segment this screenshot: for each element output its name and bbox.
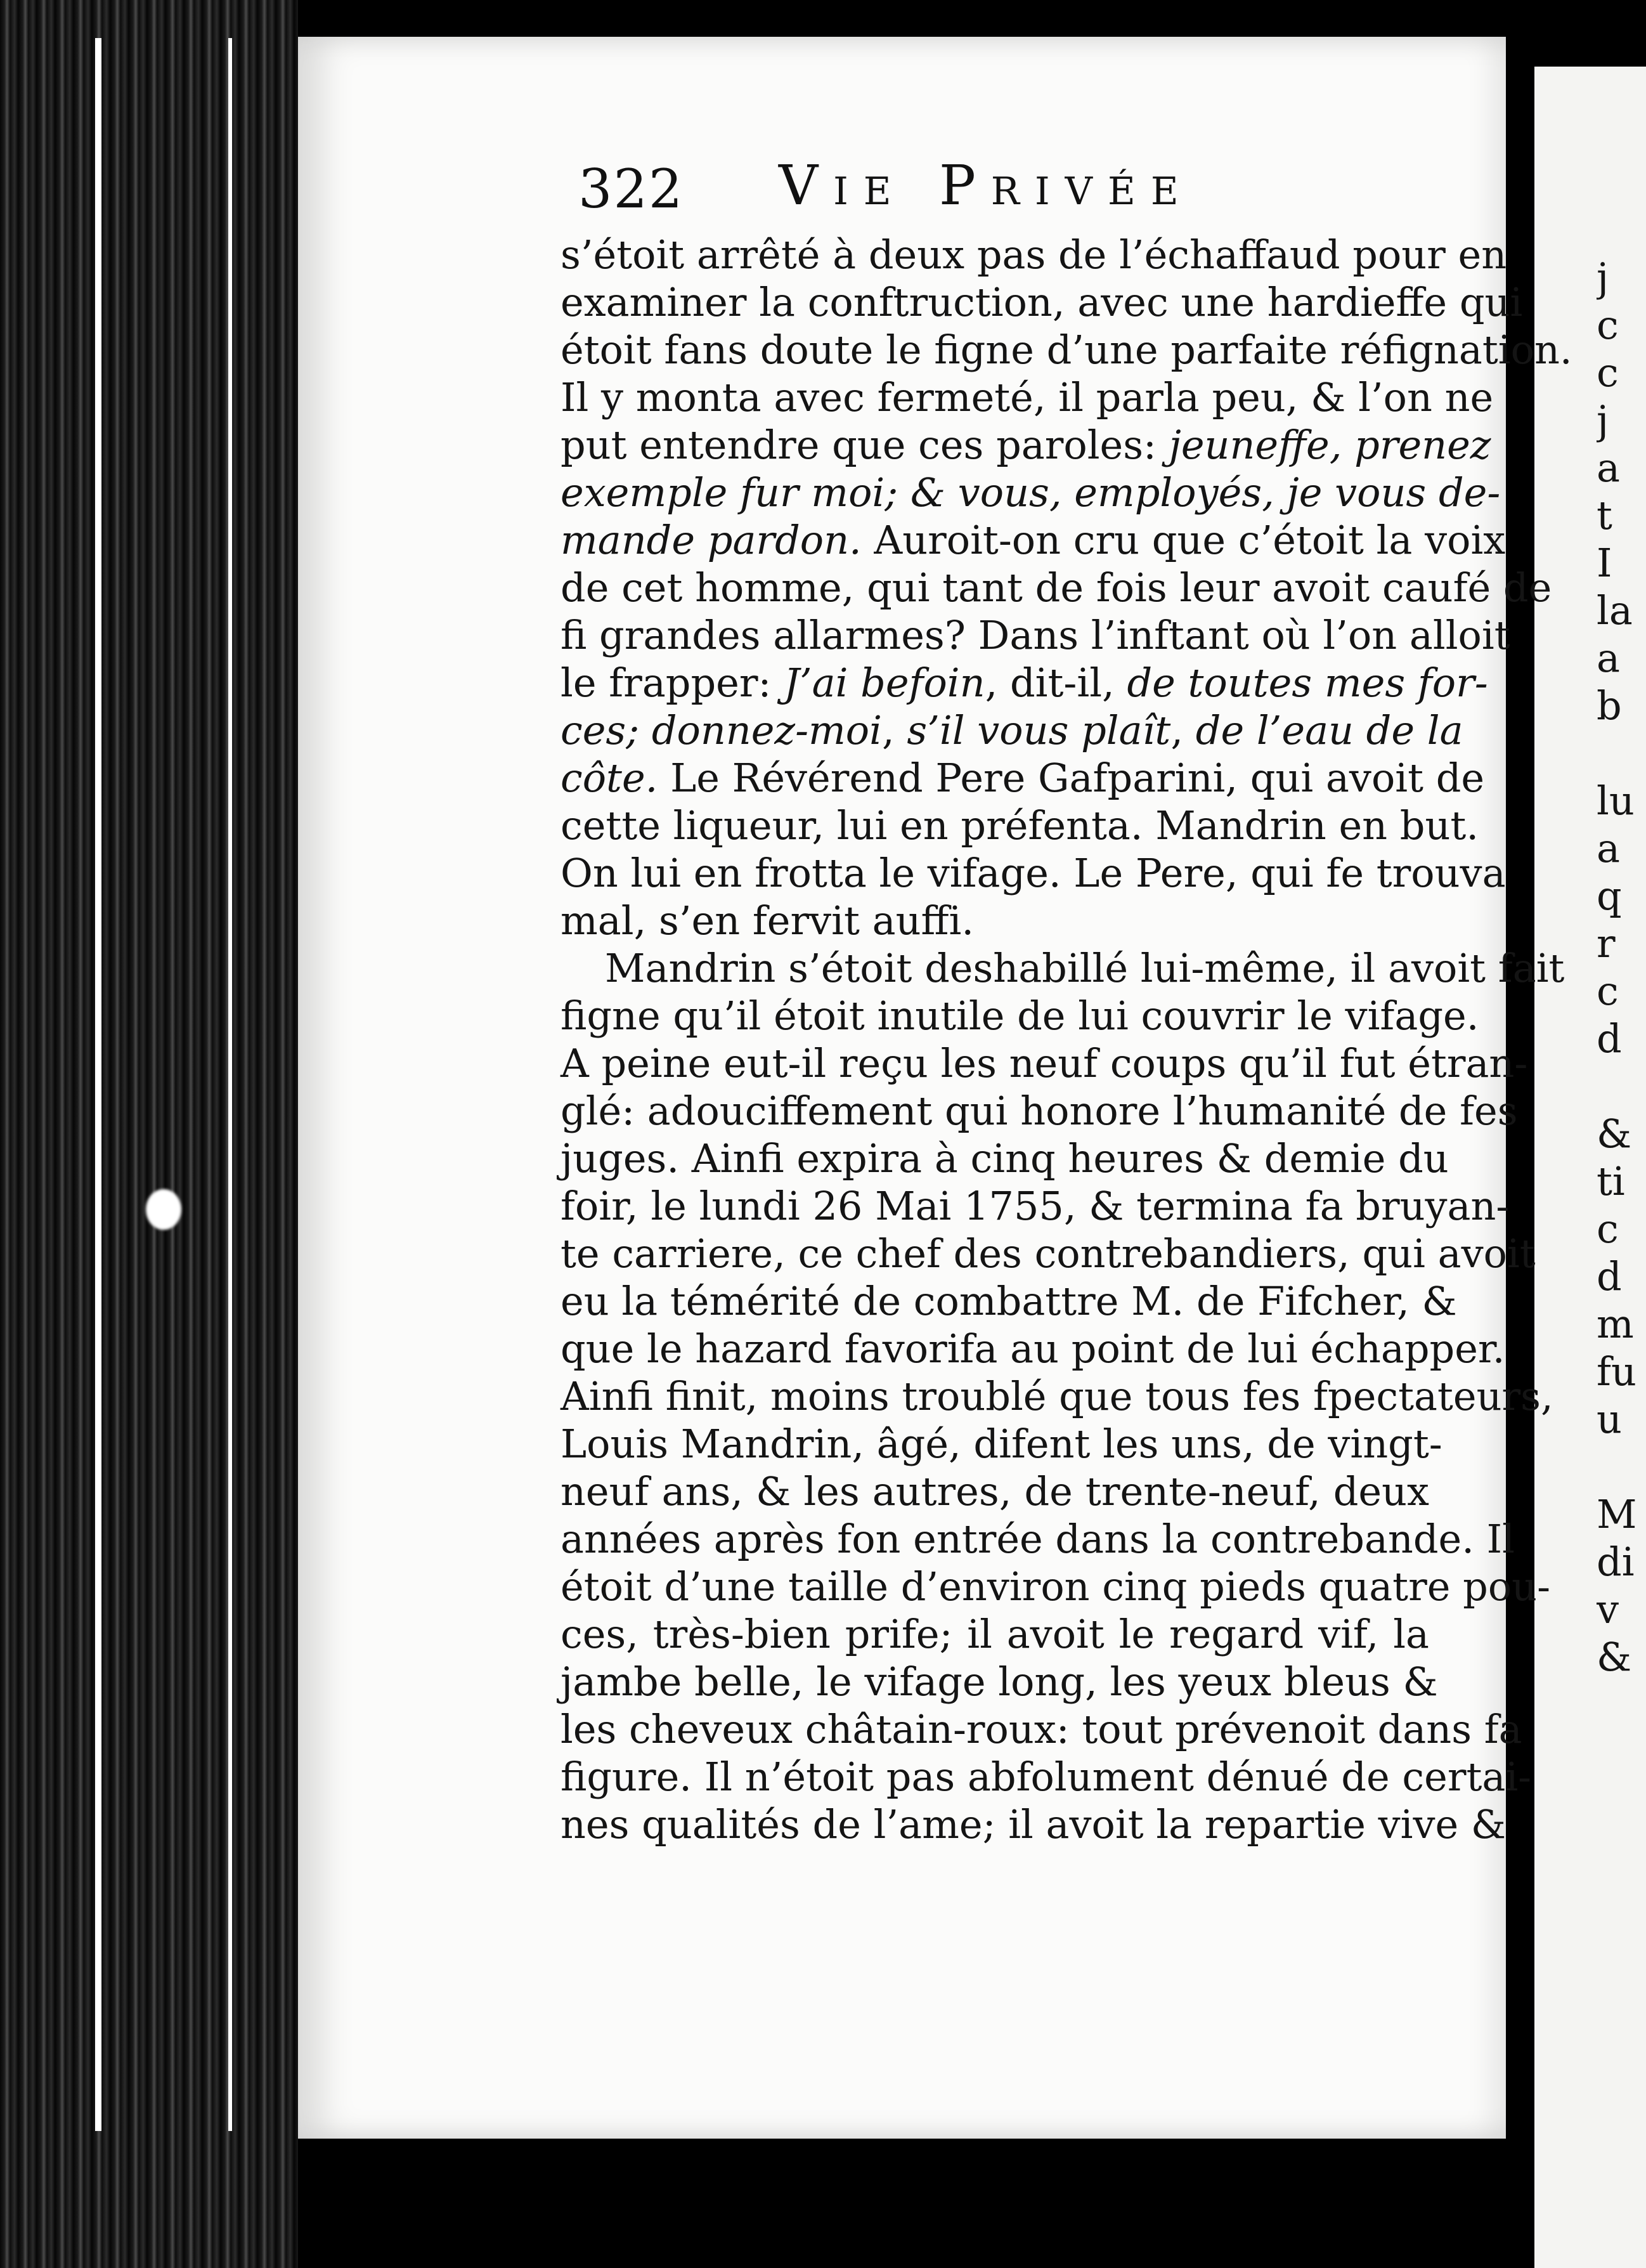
- text-line: [561, 1658, 1438, 1705]
- facing-page-fragment: b: [1597, 682, 1622, 729]
- text-segment: Louis Mandrin, âgé, difent les uns, de vingt-: [561, 1421, 1442, 1467]
- facing-page-fragment: c: [1597, 968, 1619, 1014]
- text-line: [561, 564, 1552, 611]
- italic-text-segment: s’il vous plaît: [907, 707, 1171, 753]
- running-head: Vie Privée: [779, 154, 1194, 218]
- text-segment: examiner la conftruction, avec une hardieffe qui: [561, 279, 1523, 325]
- italic-text-segment: côte.: [561, 755, 658, 801]
- book-fore-edge: [0, 0, 298, 2268]
- italic-text-segment: mande pardon.: [561, 517, 862, 563]
- text-line: [561, 849, 1506, 897]
- text-segment: mal, s’en fervit auffi.: [561, 897, 975, 944]
- text-line: [561, 659, 1488, 707]
- text-line: [561, 231, 1507, 278]
- italic-text-segment: exemple fur moi; & vous, employés, je vous de-: [561, 469, 1501, 516]
- facing-page-text-fragments: [1597, 254, 1646, 1681]
- facing-page-fragment: M: [1597, 1491, 1637, 1537]
- facing-page-fragment: a: [1597, 635, 1620, 681]
- text-segment: A peine eut-il reçu les neuf coups qu’il fut étran-: [561, 1040, 1528, 1086]
- facing-page-fragment: d: [1597, 1253, 1622, 1300]
- text-segment: de cet homme, qui tant de fois leur avoit caufé de: [561, 564, 1552, 611]
- text-segment: les cheveux châtain-roux: tout prévenoit dans fa: [561, 1706, 1522, 1752]
- text-segment: Ainfi finit, moins troublé que tous fes fpectateurs,: [561, 1373, 1553, 1419]
- facing-page-fragment: &: [1597, 1111, 1632, 1157]
- text-segment: glé: adouciffement qui honore l’humanité de fes: [561, 1088, 1518, 1134]
- text-segment: foir, le lundi 26 Mai 1755, & termina fa bruyan-: [561, 1183, 1510, 1229]
- facing-page-fragment: c: [1597, 1206, 1619, 1252]
- text-line: [561, 1087, 1518, 1135]
- text-segment: Mandrin s’étoit deshabillé lui-même, il avoit fait: [605, 945, 1565, 991]
- text-segment: te carriere, ce chef des contrebandiers, qui avoit: [561, 1230, 1536, 1277]
- facing-page-fragment: lu: [1597, 778, 1635, 824]
- text-line: [561, 1468, 1429, 1515]
- text-line: [561, 326, 1572, 374]
- page-edge-highlight: [95, 38, 101, 2131]
- text-line: [561, 1230, 1536, 1277]
- italic-text-segment: J’ai befoin: [784, 660, 985, 706]
- facing-page-fragment: di: [1597, 1539, 1635, 1585]
- page-number: 322: [578, 158, 684, 220]
- text-segment: ces, très-bien prife; il avoit le regard vif, la: [561, 1611, 1429, 1657]
- text-line: [561, 421, 1491, 469]
- page-edge-highlight: [228, 38, 232, 2131]
- text-segment: ,: [1170, 707, 1196, 753]
- facing-page-fragment: d: [1597, 1015, 1622, 1062]
- italic-text-segment: de toutes mes for-: [1127, 660, 1488, 706]
- text-line: [561, 516, 1506, 564]
- italic-text-segment: ces; donnez-moi: [561, 707, 882, 753]
- text-line: [561, 897, 1429, 944]
- text-segment: Le Révérend Pere Gafparini, qui avoit de: [658, 755, 1485, 801]
- text-segment: juges. Ainfi expira à cinq heures & demie du: [561, 1135, 1449, 1182]
- text-segment: que le hazard favorifa au point de lui échapper.: [561, 1326, 1505, 1372]
- text-line: [561, 992, 1479, 1040]
- text-line: [561, 374, 1494, 421]
- text-line: [561, 944, 1565, 992]
- text-line: [561, 802, 1479, 849]
- text-segment: Auroit-on cru que c’étoit la voix: [861, 517, 1506, 563]
- facing-page-fragment: I: [1597, 540, 1612, 586]
- facing-page-fragment: j: [1597, 254, 1609, 301]
- text-line: [561, 1325, 1505, 1372]
- text-segment: s’étoit arrêté à deux pas de l’échaffaud pour en: [561, 231, 1507, 278]
- facing-page-fragment: q: [1597, 873, 1622, 919]
- text-line: [561, 611, 1510, 659]
- text-line: [561, 1705, 1522, 1753]
- text-line: [561, 1040, 1528, 1087]
- facing-page-fragment: u: [1597, 1396, 1622, 1442]
- facing-page-fragment: [1597, 1062, 1646, 1110]
- text-line: [561, 1801, 1507, 1848]
- text-segment: cette liqueur, lui en préfenta. Mandrin en but.: [561, 802, 1479, 849]
- text-line: [561, 1420, 1442, 1468]
- text-segment: neuf ans, & les autres, de trente-neuf, deux: [561, 1468, 1429, 1515]
- facing-page-fragment: c: [1597, 349, 1619, 396]
- facing-page-fragment: t: [1597, 492, 1612, 538]
- facing-page-fragment: j: [1597, 397, 1609, 443]
- text-segment: ,: [881, 707, 907, 753]
- text-segment: étoit d’une taille d’environ cinq pieds quatre pou-: [561, 1563, 1551, 1610]
- text-line: [561, 707, 1463, 754]
- facing-page-fragment: fu: [1597, 1348, 1636, 1395]
- facing-page-fragment: [1597, 1443, 1646, 1490]
- paper-blemish: [146, 1189, 181, 1230]
- text-line: [561, 1515, 1515, 1563]
- text-segment: jambe belle, le vifage long, les yeux bleus &: [561, 1659, 1438, 1705]
- text-line: [561, 469, 1501, 516]
- facing-page-fragment: c: [1597, 302, 1619, 348]
- facing-page-fragment: a: [1597, 825, 1620, 871]
- text-line: [561, 1135, 1449, 1182]
- text-segment: le frapper:: [561, 660, 784, 706]
- italic-text-segment: de l’eau de la: [1195, 707, 1463, 753]
- body-text: [561, 231, 1572, 1848]
- facing-page-fragment: a: [1597, 445, 1620, 491]
- text-line: [561, 278, 1523, 326]
- facing-page-fragment: &: [1597, 1634, 1632, 1680]
- text-segment: années après fon entrée dans la contrebande. Il: [561, 1516, 1515, 1562]
- text-segment: figure. Il n’étoit pas abfolument dénué de certai-: [561, 1754, 1532, 1800]
- text-line: [561, 1753, 1532, 1801]
- text-segment: fi grandes allarmes? Dans l’inftant où l’on alloit: [561, 612, 1510, 658]
- text-line: [561, 1182, 1510, 1230]
- text-segment: , dit-il,: [985, 660, 1127, 706]
- text-segment: nes qualités de l’ame; il avoit la repartie vive &: [561, 1801, 1507, 1848]
- text-line: [561, 754, 1485, 802]
- facing-page-fragment: [1597, 729, 1646, 777]
- text-segment: eu la témérité de combattre M. de Fifcher, &: [561, 1278, 1457, 1324]
- facing-page-fragment: r: [1597, 920, 1616, 967]
- text-line: [561, 1277, 1457, 1325]
- text-segment: étoit fans doute le figne d’une parfaite réfignation.: [561, 327, 1572, 373]
- text-line: [561, 1610, 1429, 1658]
- text-line: [561, 1563, 1551, 1610]
- text-segment: put entendre que ces paroles:: [561, 422, 1169, 468]
- text-line: [561, 1372, 1553, 1420]
- facing-page-fragment: v: [1597, 1586, 1619, 1633]
- italic-text-segment: jeuneffe, prenez: [1169, 422, 1491, 468]
- facing-page-fragment: ti: [1597, 1158, 1625, 1204]
- text-segment: figne qu’il étoit inutile de lui couvrir le vifage.: [561, 993, 1479, 1039]
- text-segment: Il y monta avec fermeté, il parla peu, & l’on ne: [561, 374, 1494, 420]
- facing-page-fragment: la: [1597, 587, 1633, 634]
- facing-page-fragment: m: [1597, 1301, 1634, 1347]
- text-segment: On lui en frotta le vifage. Le Pere, qui fe trouva: [561, 850, 1506, 896]
